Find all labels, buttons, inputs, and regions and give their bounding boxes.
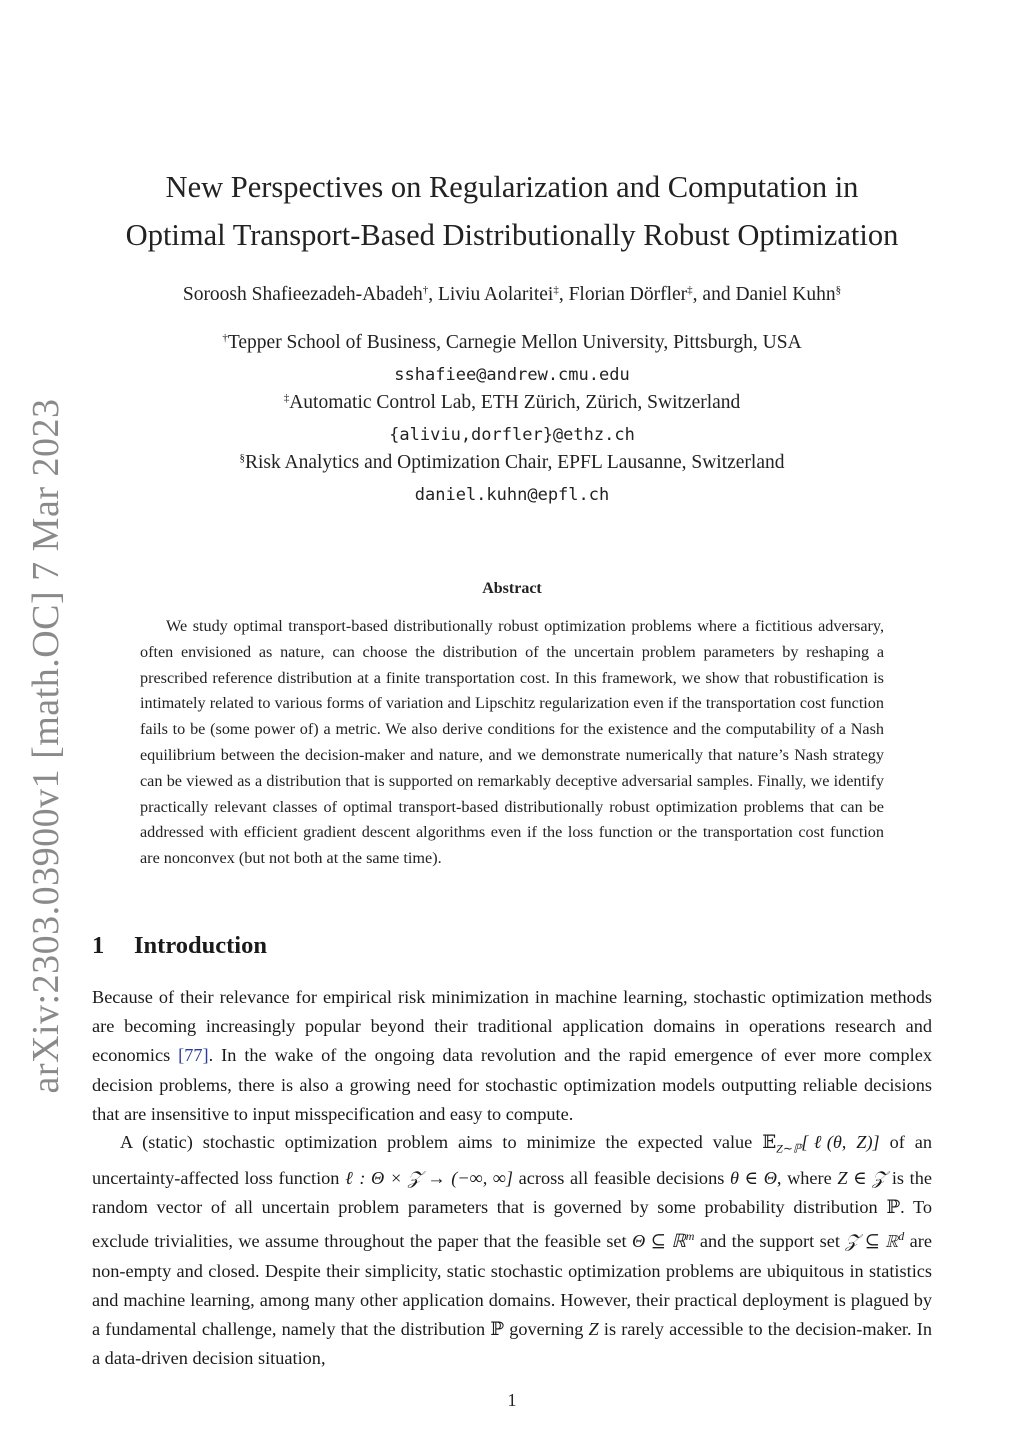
citation-link[interactable]: [77] (178, 1045, 209, 1066)
section-heading (92, 932, 267, 960)
paragraph-text: governing (504, 1318, 589, 1339)
author-separator: , and (692, 284, 736, 305)
math-expression: [ℓ(θ, Z)] (801, 1132, 880, 1152)
math-superscript: d (898, 1229, 905, 1244)
section-title: Introduction (134, 932, 267, 959)
math-expression: ℓ : Θ × 𝒵 → (−∞, ∞] (345, 1167, 514, 1188)
affiliation-mark: † (222, 332, 228, 344)
affiliation-text: Risk Analytics and Optimization Chair, EPFL Lausanne, Switzerland (244, 452, 785, 473)
math-superscript: m (685, 1229, 695, 1244)
paper-title-line-1: New Perspectives on Regularization and Computation in (165, 170, 859, 204)
paper-title-line-2: Optimal Transport-Based Distributionally Robust Optimization (125, 218, 899, 252)
math-expression: Z ∈ 𝒵 (837, 1167, 887, 1188)
author-affiliation-mark: ‡ (553, 284, 559, 296)
author-email: sshafiee@andrew.cmu.edu (394, 365, 630, 385)
affiliation-text: Automatic Control Lab, ETH Zürich, Zürich, Switzerland (289, 392, 741, 413)
paragraph-text: is the random vector of all uncertain problem parameters that is governed by some probability distribution (92, 1167, 932, 1218)
math-expression: θ ∈ Θ (729, 1167, 777, 1188)
affiliation-text: Tepper School of Business, Carnegie Mellon University, Pittsburgh, USA (227, 332, 802, 353)
author-name: Daniel Kuhn (735, 284, 836, 305)
arxiv-identifier[interactable]: arXiv:2303.03900v1 [math.OC] 7 Mar 2023 (25, 398, 67, 1094)
math-expression: ℙ (886, 1197, 901, 1218)
paragraph-text: and the support set (694, 1231, 846, 1252)
author-name: Liviu Aolaritei (437, 284, 554, 305)
math-expression: Θ ⊆ ℝ (632, 1231, 686, 1252)
paragraph-text: is rarely accessible to the decision-maker. In a data-driven decision situation, (92, 1318, 932, 1369)
page-number: 1 (507, 1390, 517, 1410)
paragraph-text: . To exclude trivialities, we assume throughout the paper that the feasible set (92, 1197, 932, 1252)
author-email: {aliviu,dorfler}@ethz.ch (389, 425, 635, 445)
paragraph-text: of an uncertainty-affected loss function (92, 1132, 933, 1188)
intro-paragraph-2 (92, 1128, 932, 1373)
abstract-text: We study optimal transport-based distributionally robust optimization problems where a fictitious adversary, often envisioned as nature, can choose the distribution of the uncertain problem parameters by reshaping a prescribed reference distribution at a finite transportation cost. In this framework, we show that robustification is intimately related to various forms of variation and Lipschitz regularization even if the transportation cost function fails to be (some power of) a metric. We also derive conditions for the existence and the computability of a Nash equilibrium between the decision-maker and nature, and we demonstrate numerically that nature’s Nash strategy can be viewed as a distribution that is supported on remarkably deceptive adversarial samples. Finally, we identify practically relevant classes of optimal transport-based distributionally robust optimization problems that can be addressed with efficient gradient descent algorithms even if the loss function or the transportation cost function are nonconvex (but not both at the same time). (140, 617, 884, 868)
paragraph-text: A (static) stochastic optimization problem aims to minimize the expected value (120, 1132, 763, 1152)
author-affiliation-mark: ‡ (687, 284, 693, 296)
math-expression: ℙ (490, 1318, 505, 1339)
intro-paragraph-1 (92, 983, 932, 1129)
arxiv-side-stamp (10, 398, 82, 1094)
math-subscript: Z∼ℙ (776, 1141, 802, 1156)
paragraph-text: across all feasible decisions (513, 1167, 730, 1188)
section-number: 1 (92, 932, 105, 959)
author-name: Soroosh Shafieezadeh-Abadeh (182, 284, 423, 305)
affiliation (92, 452, 932, 474)
math-expression: Z (588, 1318, 599, 1339)
paragraph-text: are non-empty and closed. Despite their simplicity, static stochastic optimization problems are ubiquitous in statistics and machine learning, among many other application domains. However, their practical deployment is plagued by a fundamental challenge, namely that the distribution (92, 1231, 932, 1339)
author-affiliation-mark: † (422, 284, 429, 296)
affiliation (92, 392, 932, 414)
affiliation-mark: ‡ (283, 392, 290, 404)
paragraph-text: , where (776, 1167, 838, 1188)
author-list (92, 284, 932, 306)
math-expectation: 𝔼 (762, 1132, 777, 1152)
paragraph-text: Because of their relevance for empirical risk minimization in machine learning, stochastic optimization methods are becoming increasingly popular beyond their traditional application domains in operations research and economics (92, 987, 932, 1066)
author-separator: , (558, 284, 569, 305)
affiliation (92, 332, 932, 354)
author-name: Florian Dörfler (568, 284, 688, 305)
author-separator: , (428, 284, 438, 305)
abstract-heading: Abstract (482, 580, 542, 597)
affiliation-mark: § (239, 452, 245, 464)
paragraph-text: . In the wake of the ongoing data revolution and the rapid emergence of ever more complex decision problems, there is also a growing need for stochastic optimization models outputting reliable decisions that are insensitive to input misspecification and easy to compute. (92, 1045, 932, 1124)
math-expression: 𝒵 ⊆ ℝ (845, 1231, 899, 1252)
author-affiliation-mark: § (835, 284, 842, 296)
author-email: daniel.kuhn@epfl.ch (414, 485, 610, 505)
